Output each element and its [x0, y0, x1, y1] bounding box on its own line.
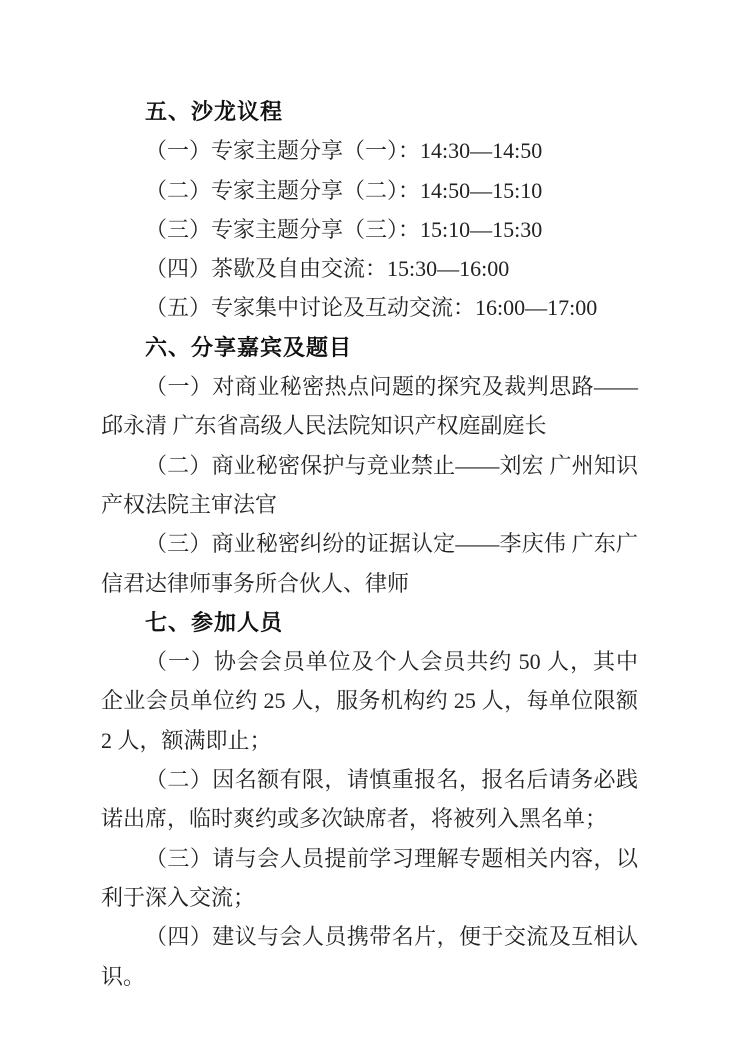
section-heading-speakers-topics: 六、分享嘉宾及题目 — [145, 334, 353, 360]
participant-note: （二）因名额有限，请慎重报名，报名后请务必践诺出席，临时爽约或多次缺席者，将被列入黑名单； — [101, 767, 638, 832]
agenda-item: （四）茶歇及自由交流：15:30—16:00 — [145, 256, 510, 282]
document-body — [101, 92, 638, 996]
section-speakers-topics — [101, 328, 638, 603]
agenda-item: （五）专家集中讨论及互动交流：16:00—17:00 — [145, 295, 598, 321]
participant-note: （一）协会会员单位及个人会员共约 50 人，其中企业会员单位约 25 人，服务机构约 25 人，每单位限额 2 人，额满即止； — [101, 649, 638, 753]
speaker-item: （三）商业秘密纠纷的证据认定——李庆伟 广东广信君达律师事务所合伙人、律师 — [101, 531, 638, 596]
participant-note: （四）建议与会人员携带名片，便于交流及互相认识。 — [101, 924, 638, 989]
agenda-item: （一）专家主题分享（一）：14:30—14:50 — [145, 138, 543, 164]
participant-note: （三）请与会人员提前学习理解专题相关内容，以利于深入交流； — [101, 845, 638, 910]
section-heading-salon-agenda: 五、沙龙议程 — [145, 99, 284, 124]
section-participants — [101, 603, 638, 996]
speaker-item: （二）商业秘密保护与竞业禁止——刘宏 广州知识产权法院主审法官 — [101, 452, 638, 517]
agenda-item: （三）专家主题分享（三）：15:10—15:30 — [145, 216, 543, 242]
agenda-item: （二）专家主题分享（二）：14:50—15:10 — [145, 177, 543, 203]
section-salon-agenda — [101, 92, 638, 328]
speaker-item: （一）对商业秘密热点问题的探究及裁判思路——邱永清 广东省高级人民法院知识产权庭副庭长 — [101, 374, 638, 439]
section-heading-participants: 七、参加人员 — [145, 609, 284, 635]
